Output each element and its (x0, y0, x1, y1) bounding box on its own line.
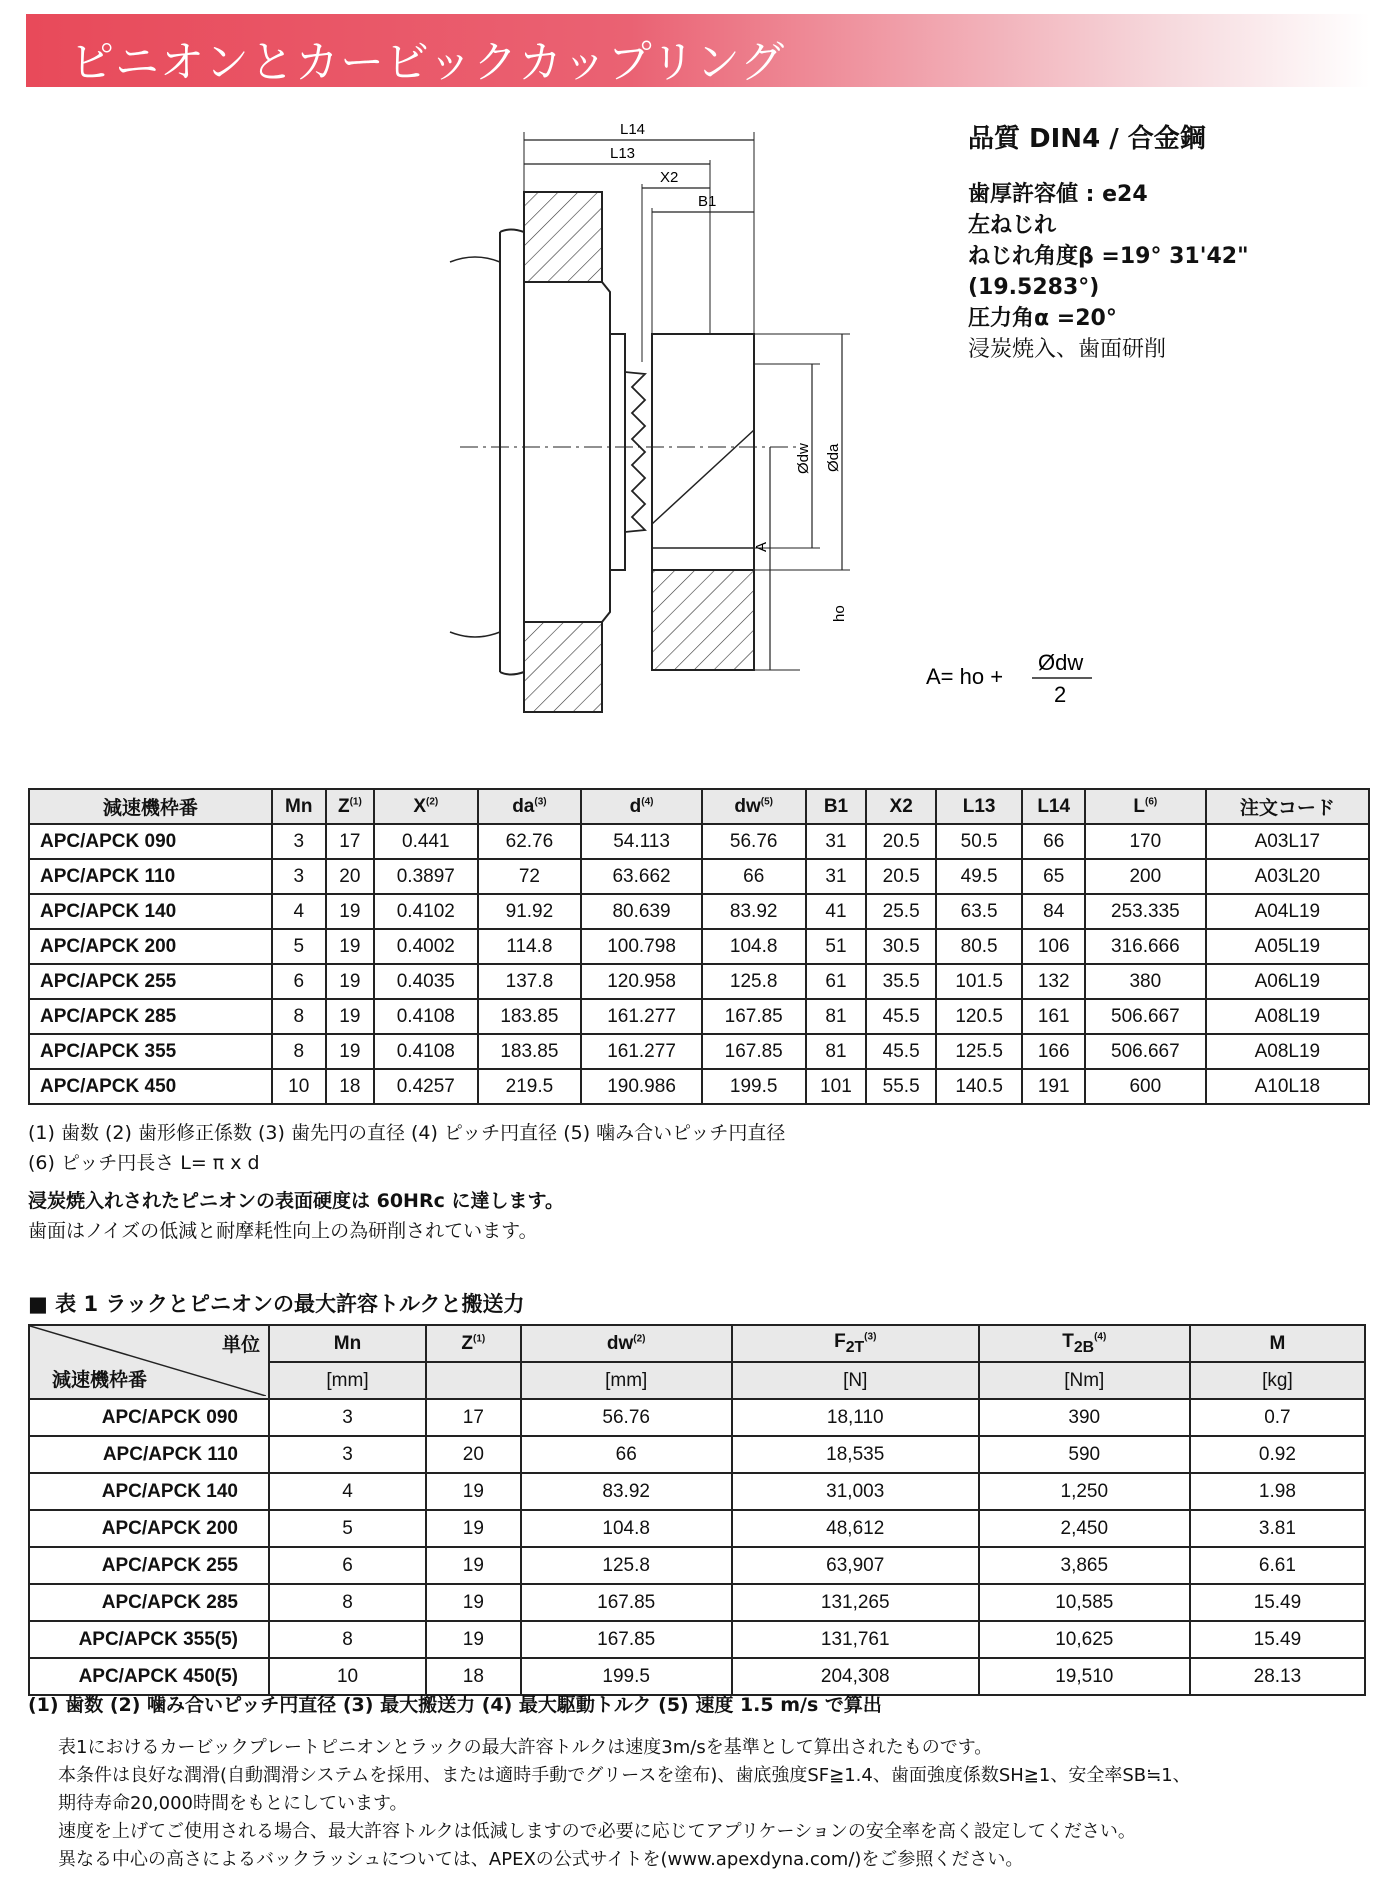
value-cell: 100.798 (581, 929, 702, 964)
value-cell: 3.81 (1190, 1510, 1365, 1547)
table-row (29, 1436, 1365, 1473)
value-cell: 131,265 (732, 1584, 979, 1621)
value-cell: 81 (806, 999, 867, 1034)
value-cell: 106 (1022, 929, 1085, 964)
value-cell: 6 (272, 964, 326, 999)
header-label: da (512, 795, 535, 817)
table-row (29, 1584, 1365, 1621)
value-cell: 30.5 (866, 929, 935, 964)
value-cell: 28.13 (1190, 1658, 1365, 1695)
value-cell: 3 (272, 859, 326, 894)
header-label: Z (461, 1332, 474, 1354)
value-cell: 161.277 (581, 1034, 702, 1069)
torque-table (28, 1324, 1366, 1696)
header-label: dw (606, 1332, 634, 1354)
table1-note-4: 歯面はノイズの低減と耐摩耗性向上の為研削されています。 (28, 1220, 538, 1242)
rack-section (652, 570, 754, 670)
dim-x2-label: X2 (660, 169, 679, 186)
header-footnote-ref: (2) (426, 796, 439, 808)
value-cell: 17 (326, 824, 374, 859)
value-cell: 25.5 (866, 894, 935, 929)
value-cell: 253.335 (1085, 894, 1206, 929)
header-label: L (1133, 795, 1146, 817)
unit-cell: [kg] (1190, 1362, 1365, 1399)
table2-note: (1) 歯数 (2) 噛み合いピッチ円直径 (3) 最大搬送力 (4) 最大駆動トルク (5) 速度 1.5 m/s で算出 (28, 1694, 882, 1716)
value-cell: 3,865 (979, 1547, 1190, 1584)
value-cell: 137.8 (478, 964, 582, 999)
value-cell: 5 (269, 1510, 426, 1547)
value-cell: 19 (326, 1034, 374, 1069)
header-footnote-ref: (3) (864, 1331, 877, 1343)
table-row (29, 1399, 1365, 1436)
header-subscript: 2T (845, 1338, 865, 1356)
value-cell: 83.92 (702, 894, 806, 929)
table-row (29, 859, 1369, 894)
model-cell: APC/APCK 110 (29, 1436, 269, 1473)
dimension-table-header-cell (1085, 789, 1206, 824)
value-cell: 15.49 (1190, 1621, 1365, 1658)
torque-table-header-cell (521, 1325, 732, 1362)
footer-line-4: 速度を上げてご使用される場合、最大許容トルクは低減しますので必要に応じてアプリケーションの安全率を高く設定してください。 (58, 1821, 1136, 1842)
value-cell: 18,110 (732, 1399, 979, 1436)
dimension-table-body (29, 824, 1369, 1104)
model-cell: APC/APCK 355 (29, 1034, 272, 1069)
value-cell: 6 (269, 1547, 426, 1584)
value-cell: 65 (1022, 859, 1085, 894)
dimension-table-header-cell (326, 789, 374, 824)
value-cell: 63.5 (936, 894, 1023, 929)
value-cell: 3 (269, 1399, 426, 1436)
model-cell: APC/APCK 110 (29, 859, 272, 894)
torque-table-body (29, 1399, 1365, 1695)
model-cell: APC/APCK 140 (29, 894, 272, 929)
table1-note-2: (6) ピッチ円長さ L= π x d (28, 1152, 260, 1174)
value-cell: 15.49 (1190, 1584, 1365, 1621)
footer-line-2: 本条件は良好な潤滑(自動潤滑システムを採用、または適時手動でグリースを塗布)、歯底強度SF≧1.4、歯面強度係数SH≧1、安全率SB≒1、 (58, 1765, 1191, 1786)
spec-tolerance: 歯厚許容値 : e24 (968, 182, 1148, 207)
value-cell: A03L20 (1206, 859, 1369, 894)
value-cell: 55.5 (866, 1069, 935, 1104)
value-cell: 191 (1022, 1069, 1085, 1104)
torque-table-corner (29, 1325, 269, 1399)
formula-numerator: Ødw (1038, 650, 1084, 675)
value-cell: 114.8 (478, 929, 582, 964)
value-cell: 0.4035 (374, 964, 478, 999)
value-cell: 506.667 (1085, 999, 1206, 1034)
table2-caption: ■ 表 1 ラックとピニオンの最大許容トルクと搬送力 (28, 1292, 525, 1316)
value-cell: 5 (272, 929, 326, 964)
header-label: X2 (889, 795, 913, 817)
torque-table-header-cell (269, 1325, 426, 1362)
header-label: 注文コード (1239, 798, 1335, 819)
table-row (29, 1473, 1365, 1510)
header-footnote-ref: (4) (641, 796, 654, 808)
value-cell: 31 (806, 824, 867, 859)
footer-line-5: 異なる中心の高さによるバックラッシュについては、APEXの公式サイトを(www.apexdyna.com/)をご参照ください。 (58, 1849, 1024, 1870)
value-cell: 18,535 (732, 1436, 979, 1473)
torque-table-header-cell (426, 1325, 521, 1362)
value-cell: 0.4257 (374, 1069, 478, 1104)
dim-da-label: Øda (825, 443, 842, 472)
value-cell: 167.85 (521, 1621, 732, 1658)
value-cell: 31,003 (732, 1473, 979, 1510)
value-cell: 132 (1022, 964, 1085, 999)
value-cell: 49.5 (936, 859, 1023, 894)
header-footnote-ref: (6) (1145, 796, 1158, 808)
header-label: T (1062, 1330, 1074, 1352)
value-cell: 72 (478, 859, 582, 894)
value-cell: 8 (269, 1621, 426, 1658)
spec-title: 品質 DIN4 / 合金鋼 (968, 124, 1206, 154)
table-row (29, 1034, 1369, 1069)
value-cell: 31 (806, 859, 867, 894)
value-cell: 63,907 (732, 1547, 979, 1584)
footer-line-1: 表1におけるカービックプレートピニオンとラックの最大許容トルクは速度3m/sを基準として算出されたものです。 (58, 1737, 993, 1758)
model-cell: APC/APCK 200 (29, 1510, 269, 1547)
value-cell: A03L17 (1206, 824, 1369, 859)
dimension-table-header (29, 789, 1369, 824)
value-cell: 3 (269, 1436, 426, 1473)
spec-helix-angle: ねじれ角度β =19° 31'42"(19.5283°) (968, 244, 1249, 300)
table-row (29, 1621, 1365, 1658)
table1-note-1: (1) 歯数 (2) 歯形修正係数 (3) 歯先円の直径 (4) ピッチ円直径 (5) 噛み合いピッチ円直径 (28, 1122, 786, 1144)
model-cell: APC/APCK 090 (29, 824, 272, 859)
value-cell: 45.5 (866, 999, 935, 1034)
unit-cell (426, 1362, 521, 1399)
header-label: M (1269, 1332, 1286, 1354)
value-cell: 20 (326, 859, 374, 894)
value-cell: 166 (1022, 1034, 1085, 1069)
value-cell: 390 (979, 1399, 1190, 1436)
model-cell: APC/APCK 140 (29, 1473, 269, 1510)
value-cell: A04L19 (1206, 894, 1369, 929)
value-cell: 0.92 (1190, 1436, 1365, 1473)
value-cell: 3 (272, 824, 326, 859)
value-cell: 8 (269, 1584, 426, 1621)
table-row (29, 1547, 1365, 1584)
value-cell: 51 (806, 929, 867, 964)
value-cell: 19 (326, 929, 374, 964)
header-label: 減速機枠番 (102, 798, 198, 819)
header-footnote-ref: (3) (534, 796, 547, 808)
model-cell: APC/APCK 355(5) (29, 1621, 269, 1658)
value-cell: 104.8 (702, 929, 806, 964)
value-cell: A08L19 (1206, 999, 1369, 1034)
flange-lower-section (524, 622, 602, 712)
model-cell: APC/APCK 285 (29, 1584, 269, 1621)
value-cell: 19 (326, 964, 374, 999)
dim-dw-label: Ødw (795, 443, 812, 474)
value-cell: 8 (272, 1034, 326, 1069)
value-cell: 18 (326, 1069, 374, 1104)
value-cell: 10 (269, 1658, 426, 1695)
value-cell: 0.4002 (374, 929, 478, 964)
value-cell: 161.277 (581, 999, 702, 1034)
unit-cell: [mm] (521, 1362, 732, 1399)
torque-table-header (29, 1325, 1365, 1362)
header-label: Mn (285, 795, 313, 817)
dimension-table (28, 788, 1370, 1105)
value-cell: 199.5 (702, 1069, 806, 1104)
dim-l13-label: L13 (610, 145, 636, 162)
value-cell: A10L18 (1206, 1069, 1369, 1104)
unit-cell: [Nm] (979, 1362, 1190, 1399)
value-cell: 101 (806, 1069, 867, 1104)
header-footnote-ref: (4) (1094, 1331, 1107, 1343)
value-cell: 0.3897 (374, 859, 478, 894)
dimension-table-header-cell (478, 789, 582, 824)
table-row (29, 1510, 1365, 1547)
header-label: F (834, 1330, 846, 1352)
value-cell: 56.76 (521, 1399, 732, 1436)
value-cell: 66 (521, 1436, 732, 1473)
value-cell: 56.76 (702, 824, 806, 859)
value-cell: 125.8 (702, 964, 806, 999)
header-label: Z (337, 795, 350, 817)
value-cell: 19,510 (979, 1658, 1190, 1695)
value-cell: 81 (806, 1034, 867, 1069)
value-cell: 19 (426, 1584, 521, 1621)
value-cell: 80.5 (936, 929, 1023, 964)
value-cell: 19 (426, 1473, 521, 1510)
dimension-table-header-cell (29, 789, 272, 824)
dimension-table-header-cell (936, 789, 1023, 824)
value-cell: 63.662 (581, 859, 702, 894)
value-cell: 19 (426, 1547, 521, 1584)
value-cell: 4 (272, 894, 326, 929)
header-label: B1 (823, 795, 849, 817)
value-cell: 19 (326, 894, 374, 929)
value-cell: 125.5 (936, 1034, 1023, 1069)
dimension-table-header-cell (272, 789, 326, 824)
value-cell: 20.5 (866, 859, 935, 894)
value-cell: A05L19 (1206, 929, 1369, 964)
table1-note-3: 浸炭焼入れされたピニオンの表面硬度は 60HRc に達します。 (28, 1190, 564, 1212)
header-footnote-ref: (2) (633, 1333, 646, 1345)
value-cell: 120.5 (936, 999, 1023, 1034)
header-footnote-ref: (5) (760, 796, 773, 808)
header-footnote-ref: (1) (473, 1333, 486, 1345)
value-cell: 1.98 (1190, 1473, 1365, 1510)
value-cell: 0.4108 (374, 1034, 478, 1069)
dimension-table-header-cell (1206, 789, 1369, 824)
torque-table-header-cell (732, 1325, 979, 1362)
value-cell: 161 (1022, 999, 1085, 1034)
value-cell: 167.85 (702, 999, 806, 1034)
header-label: Mn (333, 1332, 362, 1354)
value-cell: 316.666 (1085, 929, 1206, 964)
value-cell: 54.113 (581, 824, 702, 859)
value-cell: 19 (326, 999, 374, 1034)
pinion-body (652, 334, 754, 570)
unit-cell: [mm] (269, 1362, 426, 1399)
header-label: L13 (962, 795, 996, 817)
value-cell: 140.5 (936, 1069, 1023, 1104)
value-cell: 204,308 (732, 1658, 979, 1695)
header-footnote-ref: (1) (349, 796, 362, 808)
value-cell: 190.986 (581, 1069, 702, 1104)
value-cell: 61 (806, 964, 867, 999)
value-cell: 380 (1085, 964, 1206, 999)
value-cell: 35.5 (866, 964, 935, 999)
value-cell: 19 (426, 1510, 521, 1547)
dimension-table-header-cell (581, 789, 702, 824)
formula-denominator: 2 (1054, 682, 1067, 707)
model-cell: APC/APCK 200 (29, 929, 272, 964)
value-cell: 4 (269, 1473, 426, 1510)
table-row (29, 1069, 1369, 1104)
dimension-table-header-cell (374, 789, 478, 824)
value-cell: 101.5 (936, 964, 1023, 999)
footer-line-3: 期待寿命20,000時間をもとにしています。 (58, 1793, 408, 1814)
model-cell: APC/APCK 450(5) (29, 1658, 269, 1695)
dimension-table-header-cell (866, 789, 935, 824)
unit-label: 単位 (221, 1335, 260, 1356)
header-label: dw (734, 795, 761, 817)
model-cell: APC/APCK 450 (29, 1069, 272, 1104)
model-label: 減速機枠番 (52, 1370, 148, 1391)
value-cell: 167.85 (702, 1034, 806, 1069)
header-label: d (629, 795, 642, 817)
value-cell: 80.639 (581, 894, 702, 929)
value-cell: 0.7 (1190, 1399, 1365, 1436)
value-cell: 167.85 (521, 1584, 732, 1621)
value-cell: 20 (426, 1436, 521, 1473)
unit-cell: [N] (732, 1362, 979, 1399)
dimension-table-header-cell (1022, 789, 1085, 824)
value-cell: 48,612 (732, 1510, 979, 1547)
value-cell: A08L19 (1206, 1034, 1369, 1069)
dimension-table-header-cell (702, 789, 806, 824)
value-cell: 506.667 (1085, 1034, 1206, 1069)
value-cell: 199.5 (521, 1658, 732, 1695)
value-cell: 170 (1085, 824, 1206, 859)
value-cell: 62.76 (478, 824, 582, 859)
value-cell: 0.441 (374, 824, 478, 859)
dim-l14-label: L14 (620, 121, 646, 138)
formula-lhs: A= ho + (926, 664, 1004, 689)
value-cell: 20.5 (866, 824, 935, 859)
header-label: X (413, 795, 427, 817)
model-cell: APC/APCK 285 (29, 999, 272, 1034)
torque-table-header-cell (1190, 1325, 1365, 1362)
value-cell: 91.92 (478, 894, 582, 929)
table-row (29, 929, 1369, 964)
value-cell: 590 (979, 1436, 1190, 1473)
value-cell: 10 (272, 1069, 326, 1104)
spec-pressure-angle: 圧力角α =20° (968, 306, 1117, 331)
value-cell: 50.5 (936, 824, 1023, 859)
value-cell: 219.5 (478, 1069, 582, 1104)
value-cell: 6.61 (1190, 1547, 1365, 1584)
footer-notes (58, 1734, 1191, 1874)
value-cell: 8 (272, 999, 326, 1034)
model-cell: APC/APCK 090 (29, 1399, 269, 1436)
spec-process: 浸炭焼入、歯面研削 (968, 337, 1167, 362)
value-cell: 600 (1085, 1069, 1206, 1104)
dim-b1-label: B1 (698, 193, 717, 210)
value-cell: 66 (702, 859, 806, 894)
value-cell: 131,761 (732, 1621, 979, 1658)
value-cell: 183.85 (478, 999, 582, 1034)
model-cell: APC/APCK 255 (29, 964, 272, 999)
value-cell: 45.5 (866, 1034, 935, 1069)
value-cell: 200 (1085, 859, 1206, 894)
value-cell: 10,585 (979, 1584, 1190, 1621)
page-banner (26, 14, 1370, 87)
flange-upper-section (524, 192, 602, 282)
value-cell: 104.8 (521, 1510, 732, 1547)
table-row (29, 999, 1369, 1034)
header-subscript: 2B (1073, 1338, 1095, 1356)
torque-table-header-cell (979, 1325, 1190, 1362)
value-cell: 183.85 (478, 1034, 582, 1069)
value-cell: 41 (806, 894, 867, 929)
spec-panel (968, 118, 1378, 365)
value-cell: 2,450 (979, 1510, 1190, 1547)
header-label: L14 (1037, 795, 1071, 817)
value-cell: 66 (1022, 824, 1085, 859)
model-cell: APC/APCK 255 (29, 1547, 269, 1584)
page-title: ピニオンとカービックカップリング (70, 37, 786, 88)
value-cell: 0.4102 (374, 894, 478, 929)
dim-a-label: A (753, 541, 770, 552)
value-cell: 10,625 (979, 1621, 1190, 1658)
value-cell: 83.92 (521, 1473, 732, 1510)
value-cell: 0.4108 (374, 999, 478, 1034)
table-row (29, 824, 1369, 859)
value-cell: 120.958 (581, 964, 702, 999)
value-cell: 1,250 (979, 1473, 1190, 1510)
value-cell: 19 (426, 1621, 521, 1658)
value-cell: 18 (426, 1658, 521, 1695)
value-cell: A06L19 (1206, 964, 1369, 999)
value-cell: 125.8 (521, 1547, 732, 1584)
dim-ho-label: ho (831, 605, 848, 622)
value-cell: 84 (1022, 894, 1085, 929)
table-row (29, 894, 1369, 929)
value-cell: 17 (426, 1399, 521, 1436)
dimension-table-header-cell (806, 789, 867, 824)
spec-hand: 左ねじれ (968, 213, 1057, 238)
table-row (29, 964, 1369, 999)
